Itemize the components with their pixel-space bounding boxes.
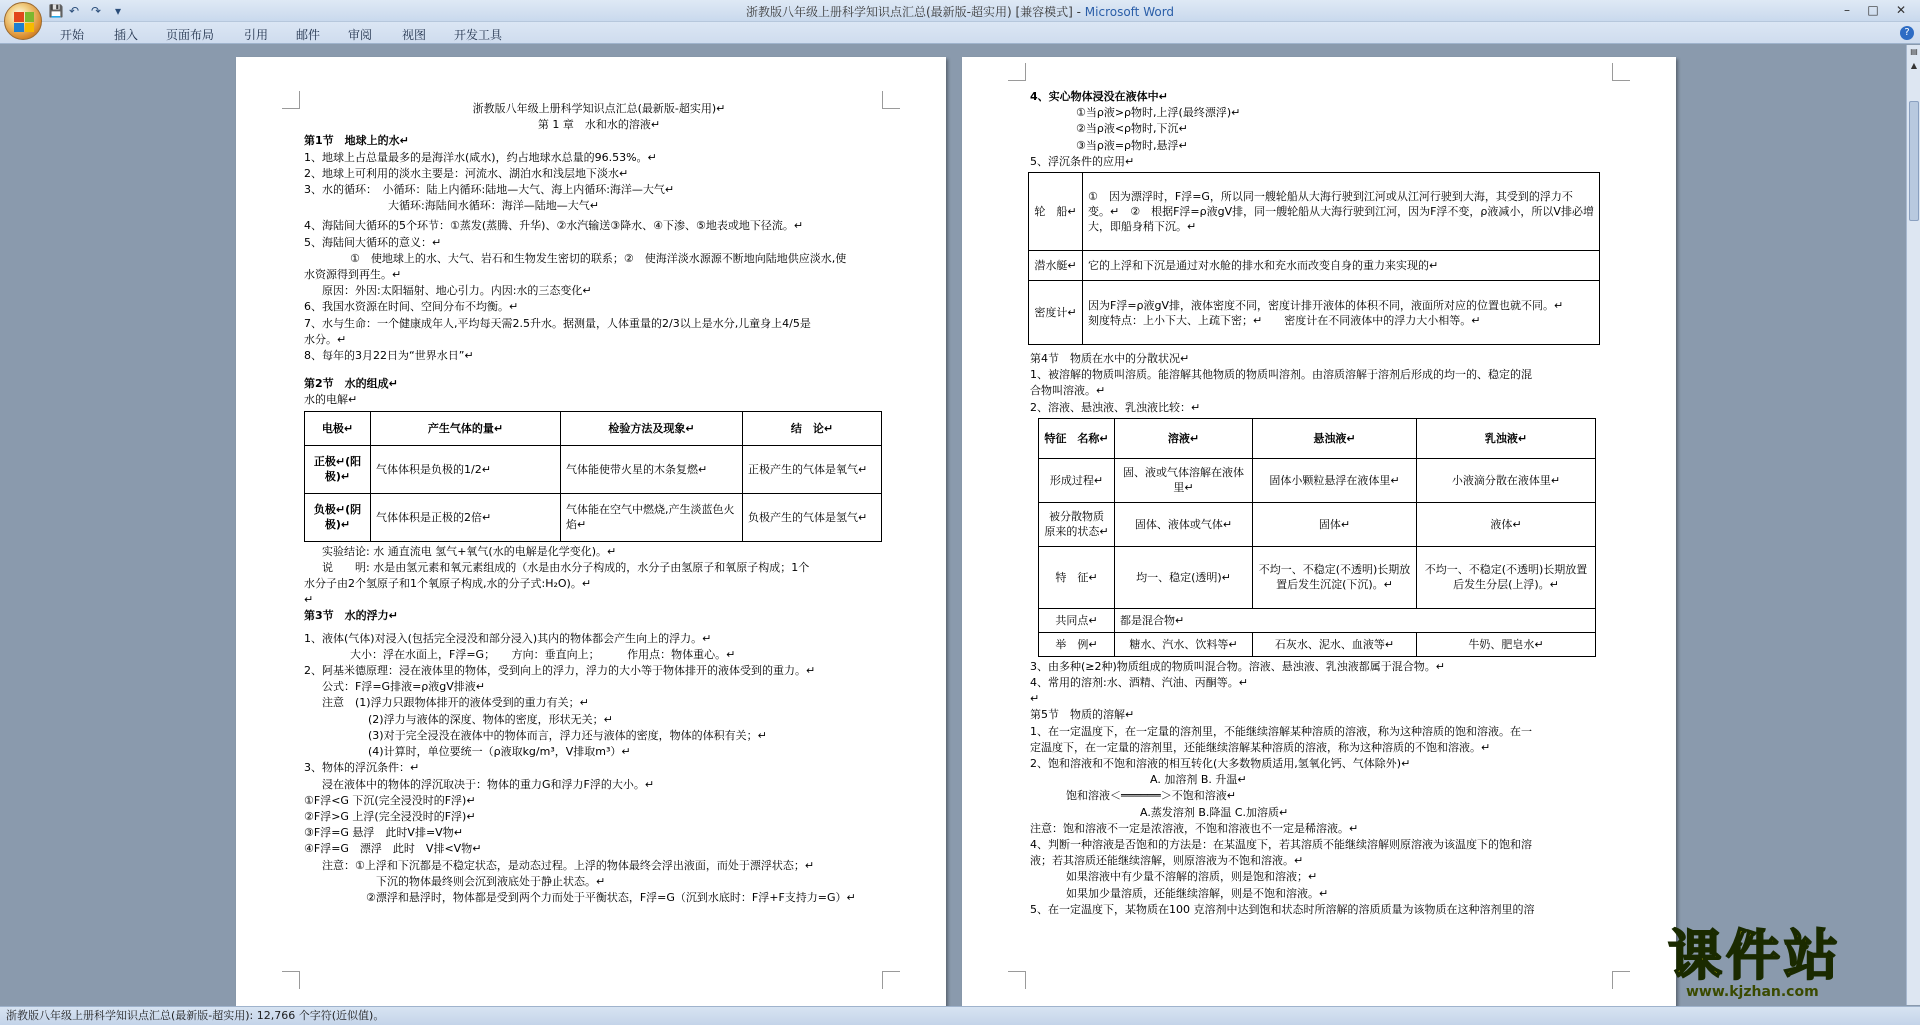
text-line: ②漂浮和悬浮时，物体都是受到两个力而处于平衡状态，F浮=G（沉到水底时：F浮+F支持力=G）↵: [366, 890, 856, 904]
redo-icon[interactable]: ↷: [90, 4, 102, 18]
text-line: 4、常用的溶剂:水、酒精、汽油、丙酮等。↵: [1030, 676, 1248, 690]
table-cell: 糖水、汽水、饮料等↵: [1115, 632, 1253, 656]
tab-view[interactable]: 视图: [402, 28, 427, 42]
text-line: 水分。↵: [304, 332, 347, 346]
text-line: 饱和溶液＜══════＞不饱和溶液↵: [1066, 789, 1236, 803]
table-header-row: [1039, 418, 1596, 458]
text-line: 7、水与生命：一个健康成年人,平均每天需2.5升水。据测量，人体重量的2/3以上是水分,儿童身上4/5是: [304, 316, 811, 330]
text-line: 2、阿基米德原理：浸在液体里的物体，受到向上的浮力，浮力的大小等于物体排开的液体受到的重力。↵: [304, 664, 816, 678]
table-cell: 密度计↵: [1029, 281, 1083, 345]
minimize-button[interactable]: –: [1844, 3, 1850, 17]
text-line: 4、实心物体浸没在液体中↵: [1030, 90, 1168, 103]
text-line: (3)对于完全浸没在液体中的物体而言，浮力还与液体的密度，物体的体积有关；↵: [368, 728, 767, 742]
text-line: 大循环:海陆间水循环：海洋—陆地—大气↵: [388, 199, 599, 213]
vertical-scrollbar[interactable]: [1906, 45, 1920, 1005]
table-cell: 小液滴分散在液体里↵: [1417, 458, 1596, 502]
text-line: A. 加溶剂 B. 升温↵: [1150, 773, 1247, 787]
table-cell: 都是混合物↵: [1115, 608, 1596, 632]
tab-developer[interactable]: 开发工具: [454, 28, 503, 42]
text-line: 水分子由2个氢原子和1个氧原子构成,水的分子式:H₂O)。↵: [304, 577, 592, 591]
table-row: [1039, 608, 1596, 632]
page-content: [1030, 89, 1610, 918]
table-cell: 正极↵(阳极)↵: [305, 445, 371, 493]
text-line: ③当ρ液=ρ物时,悬浮↵: [1076, 138, 1188, 152]
scroll-up-icon[interactable]: ▲: [1910, 61, 1918, 70]
text-line: 2、溶液、悬浊液、乳浊液比较：↵: [1030, 400, 1201, 414]
text-line: 公式：F浮=G排液=ρ液gV排液↵: [322, 680, 485, 694]
text-line: 5、海陆间大循环的意义：↵: [304, 235, 442, 249]
text-line: 3、由多种(≥2种)物质组成的物质叫混合物。溶液、悬浊液、乳浊液都属于混合物。↵: [1030, 659, 1446, 673]
tab-page-layout[interactable]: 页面布局: [166, 28, 215, 42]
text-line: ↵: [1030, 692, 1040, 706]
text-line: 5、在一定温度下，某物质在100 克溶剂中达到饱和状态时所溶解的溶质质量为该物质在这种溶剂里的溶: [1030, 902, 1535, 916]
table-cell: 潜水艇↵: [1029, 251, 1083, 281]
text-line: 4、判断一种溶液是否饱和的方法是：在某温度下，若其溶质不能继续溶解则原溶液为该温度下的饱和溶: [1030, 838, 1532, 852]
text-line: 4、海陆间大循环的5个环节：①蒸发(蒸腾、升华)、②水汽输送③降水、④下渗、⑤地表或地下径流。↵: [304, 219, 804, 233]
text-line: ③F浮=G 悬浮 此时V排=V物↵: [304, 826, 463, 840]
chapter-title: 第 1 章 水和水的溶液↵: [537, 118, 661, 132]
table-cell: 举 例↵: [1039, 632, 1115, 656]
section-heading: 第2节 水的组成↵: [304, 377, 398, 391]
table-cell: 特 征↵: [1039, 546, 1115, 608]
table-cell: 固体、液体或气体↵: [1115, 502, 1253, 546]
text-line: 合物叫溶液。↵: [1030, 384, 1106, 398]
crop-mark: [1612, 971, 1630, 989]
table-row: [1029, 251, 1600, 281]
table-row: [1039, 632, 1596, 656]
text-line: A.蒸发溶剂 B.降温 C.加溶质↵: [1140, 805, 1289, 819]
text-line: ②F浮>G 上浮(完全浸没时的F浮)↵: [304, 809, 476, 823]
document-workspace: [0, 45, 1920, 1006]
text-line: 注意：①上浮和下沉都是不稳定状态，是动态过程。上浮的物体最终会浮出液面，而处于漂浮状态；↵: [322, 858, 815, 872]
text-line: ① 使地球上的水、大气、岩石和生物发生密切的联系；② 使海洋淡水源源不断地向陆地供应淡水,使: [350, 251, 847, 265]
table-header-cell: 电极↵: [305, 411, 371, 445]
text-line: 如果溶液中有少量不溶解的溶质，则是饱和溶液；↵: [1066, 870, 1318, 884]
table-cell: 气体能使带火星的木条复燃↵: [561, 445, 743, 493]
text-line: 2、饱和溶液和不饱和溶液的相互转化(大多数物质适用,氢氧化钙、气体除外)↵: [1030, 757, 1411, 771]
watermark-url: www.kjzhan.com: [1686, 984, 1819, 1000]
text-line: (2)浮力与液体的深度、物体的密度，形状无关；↵: [368, 712, 613, 726]
table-cell: 形成过程↵: [1039, 458, 1115, 502]
crop-mark: [282, 91, 300, 109]
app-name: Microsoft Word: [1084, 5, 1175, 19]
table-header-row: [305, 411, 882, 445]
text-line: ④F浮=G 漂浮 此时 V排<V物↵: [304, 842, 482, 856]
table-row: [305, 493, 882, 541]
maximize-button[interactable]: □: [1867, 3, 1879, 17]
tab-home[interactable]: 开始: [60, 28, 85, 42]
tab-review[interactable]: 审阅: [348, 28, 373, 42]
text-line: 1、地球上占总量最多的是海洋水(咸水)，约占地球水总量的96.53%。↵: [304, 150, 657, 164]
section-heading: 第4节 物质在水中的分散状况↵: [1030, 352, 1190, 366]
table-cell: 被分散物质原来的状态↵: [1039, 502, 1115, 546]
table-row: [1039, 458, 1596, 502]
tab-mailings[interactable]: 邮件: [296, 28, 321, 42]
document-page-left[interactable]: [236, 57, 946, 1006]
text-line: 注意 (1)浮力只跟物体排开的液体受到的重力有关；↵: [322, 696, 589, 710]
table-cell: 负极↵(阴极)↵: [305, 493, 371, 541]
table-header-cell: 悬浊液↵: [1253, 418, 1417, 458]
table-row: [305, 445, 882, 493]
text-line: 3、水的循环： 小循环：陆上内循环:陆地—大气、海上内循环:海洋—大气↵: [304, 183, 675, 197]
mixture-comparison-table: [1038, 418, 1596, 657]
qat-customize-icon[interactable]: ▾: [114, 4, 122, 18]
title-bar: [0, 0, 1920, 22]
float-application-table: [1028, 172, 1600, 345]
doc-title: 浙教版八年级上册科学知识点汇总(最新版-超实用)↵: [472, 102, 726, 115]
document-title: 浙教版八年级上册科学知识点汇总(最新版-超实用) [兼容模式] -: [745, 5, 1085, 19]
text-line: 5、浮沉条件的应用↵: [1030, 154, 1135, 168]
text-line: ①F浮<G 下沉(完全浸没时的F浮)↵: [304, 793, 476, 807]
text-line: (4)计算时，单位要统一（ρ液取kg/m³，V排取m³）↵: [368, 745, 631, 759]
table-cell: 液体↵: [1417, 502, 1596, 546]
crop-mark: [1008, 63, 1026, 81]
tab-references[interactable]: 引用: [244, 28, 269, 42]
table-cell: 不均一、不稳定(不透明)长期放置后发生沉淀(下沉)。↵: [1253, 546, 1417, 608]
crop-mark: [1008, 971, 1026, 989]
table-cell: 固体↵: [1253, 502, 1417, 546]
table-cell: 它的上浮和下沉是通过对水舱的排水和充水而改变自身的重力来实现的↵: [1083, 251, 1600, 281]
save-icon[interactable]: 💾: [48, 4, 64, 18]
crop-mark: [1612, 63, 1630, 81]
table-header-cell: 结 论↵: [743, 411, 882, 445]
text-line: 1、在一定温度下，在一定量的溶剂里，不能继续溶解某种溶质的溶液，称为这种溶质的饱和溶液。在一: [1030, 724, 1532, 738]
text-line: 如果加少量溶质，还能继续溶解，则是不饱和溶液。↵: [1066, 886, 1329, 900]
office-button[interactable]: [4, 2, 42, 40]
ruler-icon[interactable]: ▤: [1910, 47, 1918, 56]
table-header-cell: 溶液↵: [1115, 418, 1253, 458]
table-cell: 牛奶、肥皂水↵: [1417, 632, 1596, 656]
ribbon-tabs: [0, 22, 1920, 44]
text-line: 浸在液体中的物体的浮沉取决于：物体的重力G和浮力F浮的大小。↵: [322, 777, 655, 791]
watermark-text: 课件站: [1668, 924, 1842, 987]
table-row: [1039, 546, 1596, 608]
window-title: [0, 3, 1920, 20]
page-content: [304, 101, 894, 906]
crop-mark: [282, 971, 300, 989]
text-line: 3、物体的浮沉条件：↵: [304, 761, 420, 775]
text-line: 水资源得到再生。↵: [304, 268, 402, 282]
text-line: 说 明: 水是由氢元素和氧元素组成的（水是由水分子构成的，水分子由氢原子和氧原子构成；1个: [322, 560, 810, 574]
table-cell: 固体小颗粒悬浮在液体里↵: [1253, 458, 1417, 502]
tab-insert[interactable]: 插入: [114, 28, 139, 42]
office-logo-icon: [14, 12, 34, 32]
electrolysis-table: [304, 411, 882, 542]
table-header-cell: 检验方法及现象↵: [561, 411, 743, 445]
table-cell: 因为F浮=ρ液gV排，液体密度不同，密度计排开液体的体积不同，液面所对应的位置也就不同。↵ 刻度特点：上小下大、上疏下密；↵ 密度计在不同液体中的浮力大小相等。↵: [1083, 281, 1600, 345]
table-cell: 均一、稳定(透明)↵: [1115, 546, 1253, 608]
text-line: 原因：外因:太阳辐射、地心引力。内因:水的三态变化↵: [322, 284, 592, 298]
text-line: 实验结论: 水 通直流电 氢气+氧气(水的电解是化学变化)。↵: [322, 544, 617, 558]
table-cell: 不均一、不稳定(不透明)长期放置后发生分层(上浮)。↵: [1417, 546, 1596, 608]
text-line: 注意：饱和溶液不一定是浓溶液，不饱和溶液也不一定是稀溶液。↵: [1030, 821, 1359, 835]
watermark-logo: [1668, 926, 1920, 1006]
text-line: 2、地球上可利用的淡水主要是：河流水、湖泊水和浅层地下淡水↵: [304, 166, 629, 180]
undo-icon[interactable]: ↶: [68, 4, 80, 18]
help-icon[interactable]: ?: [1900, 26, 1914, 40]
scroll-thumb[interactable]: [1909, 101, 1919, 221]
table-cell: 轮 船↵: [1029, 173, 1083, 251]
table-row: [1029, 281, 1600, 345]
text-line: 定温度下，在一定量的溶剂里，还能继续溶解某种溶质的溶液，称为这种溶质的不饱和溶液。↵: [1030, 740, 1491, 754]
text-line: ②当ρ液<ρ物时,下沉↵: [1076, 122, 1188, 136]
text-line: 1、被溶解的物质叫溶质。能溶解其他物质的物质叫溶剂。由溶质溶解于溶剂后形成的均一的、稳定的混: [1030, 368, 1532, 382]
table-cell: ① 因为漂浮时，F浮=G，所以同一艘轮船从大海行驶到江河或从江河行驶到大海，其受到的浮力不变。↵ ② 根据F浮=ρ液gV排，同一艘轮船从大海行驶到江河，因为F浮不变，ρ液减小，所以V排必增大，即船身稍下沉。↵: [1083, 173, 1600, 251]
table-cell: 固、液或气体溶解在液体里↵: [1115, 458, 1253, 502]
table-cell: 气体能在空气中燃烧,产生淡蓝色火焰↵: [561, 493, 743, 541]
table-header-cell: 特征 名称↵: [1039, 418, 1115, 458]
table-cell: 气体体积是正极的2倍↵: [371, 493, 561, 541]
text-line: 8、每年的3月22日为“世界水日”↵: [304, 349, 474, 363]
status-bar: [0, 1006, 1920, 1025]
table-cell: 负极产生的气体是氢气↵: [743, 493, 882, 541]
table-row: [1029, 173, 1600, 251]
text-line: 大小：浮在水面上，F浮=G； 方向：垂直向上； 作用点：物体重心。↵: [350, 647, 736, 661]
text-line: 6、我国水资源在时间、空间分布不均衡。↵: [304, 300, 519, 314]
close-button[interactable]: ✕: [1895, 3, 1907, 17]
document-page-right[interactable]: [962, 57, 1676, 1006]
table-header-cell: 乳浊液↵: [1417, 418, 1596, 458]
text-line: ①当ρ液>ρ物时,上浮(最终漂浮)↵: [1076, 106, 1241, 120]
table-row: [1039, 502, 1596, 546]
table-header-cell: 产生气体的量↵: [371, 411, 561, 445]
text-line: 液；若其溶质还能继续溶解，则原溶液为不饱和溶液。↵: [1030, 854, 1304, 868]
text-line: ↵: [304, 593, 314, 607]
table-cell: 气体体积是负极的1/2↵: [371, 445, 561, 493]
table-cell: 共同点↵: [1039, 608, 1115, 632]
section-heading: 第5节 物质的溶解↵: [1030, 708, 1135, 722]
text-line: 下沉的物体最终则会沉到液底处于静止状态。↵: [376, 874, 606, 888]
table-cell: 正极产生的气体是氧气↵: [743, 445, 882, 493]
section-heading: 第3节 水的浮力↵: [304, 609, 398, 623]
word-count-status[interactable]: 浙教版八年级上册科学知识点汇总(最新版-超实用): 12,766 个字符(近似值)。: [6, 1009, 385, 1022]
text-line: 1、液体(气体)对浸入(包括完全浸没和部分浸入)其内的物体都会产生向上的浮力。↵: [304, 631, 712, 645]
text-line: 水的电解↵: [304, 393, 358, 407]
table-cell: 石灰水、泥水、血液等↵: [1253, 632, 1417, 656]
section-heading: 第1节 地球上的水↵: [304, 134, 409, 148]
crop-mark: [882, 971, 900, 989]
